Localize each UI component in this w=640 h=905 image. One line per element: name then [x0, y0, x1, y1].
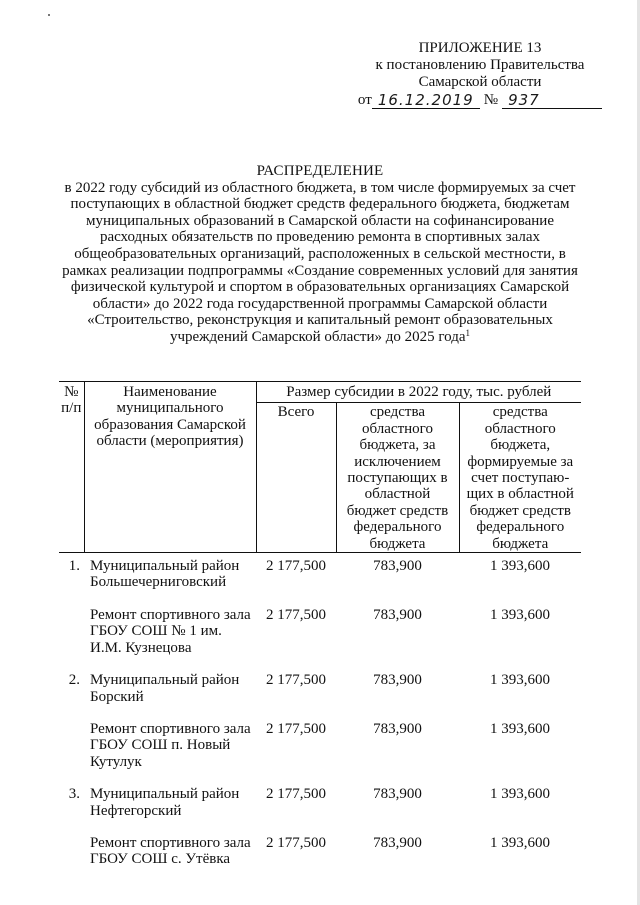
row-federal: 1 393,600	[490, 672, 551, 689]
appendix-decree-ref: к постановлению Правительства	[375, 57, 585, 73]
row-number	[59, 705, 84, 770]
row-federal: 1 393,600	[490, 720, 551, 737]
row-name: Муниципальный район Борский	[90, 672, 240, 705]
row-federal: 1 393,600	[490, 558, 551, 575]
row-total: 2 177,500	[266, 558, 326, 575]
row-name: Муниципальный район Большечерниговский	[90, 558, 240, 591]
row-regional: 783,900	[373, 834, 422, 851]
row-regional: 783,900	[373, 786, 422, 803]
appendix-region: Самарской области	[418, 74, 542, 90]
row-number: 2.	[68, 672, 80, 689]
row-name: Ремонт спортивного зала ГБОУ СОШ № 1 им. И.М. Кузнецова	[90, 606, 251, 656]
row-number	[59, 819, 84, 868]
row-total: 2 177,500	[266, 606, 326, 623]
row-total: 2 177,500	[266, 786, 326, 803]
row-federal: 1 393,600	[490, 786, 551, 803]
title-footnote-mark: 1	[465, 327, 471, 338]
header-regional: средства областного бюджета, за исключением поступающих в областной бюджет средств федерального бюджета	[336, 403, 459, 553]
header-name: Наименование муниципального образования Самарской области (мероприятия)	[84, 382, 256, 553]
row-regional: 783,900	[373, 558, 422, 575]
row-number: 1.	[68, 558, 80, 575]
row-regional: 783,900	[373, 606, 422, 623]
number-prefix: №	[483, 92, 499, 108]
header-total: Всего	[256, 403, 336, 553]
row-number: 3.	[68, 786, 80, 803]
table-row	[59, 591, 581, 656]
row-federal: 1 393,600	[490, 606, 551, 623]
header-subsidy-group: Размер субсидии в 2022 году, тыс. рублей	[256, 382, 581, 403]
row-total: 2 177,500	[266, 834, 326, 851]
appendix-block	[356, 40, 604, 109]
subsidy-table	[59, 381, 581, 868]
row-federal: 1 393,600	[490, 834, 551, 851]
row-name: Ремонт спортивного зала ГБОУ СОШ п. Новый Кутулук	[90, 720, 251, 770]
row-number	[59, 591, 84, 656]
table-row	[59, 553, 581, 591]
row-regional: 783,900	[373, 720, 422, 737]
title-heading: РАСПРЕДЕЛЕНИЕ	[256, 163, 384, 179]
header-federal: средства областного бюджета, формируемые за счет поступаю-щих в областной бюджет средств федерального бюджета	[459, 403, 581, 553]
date-prefix: от	[357, 92, 372, 108]
decree-date: 16.12.2019	[372, 92, 480, 109]
table-row	[59, 819, 581, 868]
row-regional: 783,900	[373, 672, 422, 689]
row-total: 2 177,500	[266, 720, 326, 737]
appendix-title: ПРИЛОЖЕНИЕ 13	[418, 40, 542, 56]
table-row	[59, 705, 581, 770]
table-row	[59, 770, 581, 819]
scan-speck	[48, 14, 50, 16]
row-total: 2 177,500	[266, 672, 326, 689]
row-name: Ремонт спортивного зала ГБОУ СОШ с. Утёвка	[90, 834, 251, 868]
title-body: в 2022 году субсидий из областного бюджета, в том числе формируемых за счет поступающих в областной бюджет средств федерального бюджета, бюджетам муниципальных образований в Самарской области на софинансирование расходных обязательств по проведению ремонта в спортивных залах общеобразовательных организаций, расположенных в сельской местности, в рамках реализации подпрограммы «Создание современных условий для занятия физической культурой и спортом в образовательных организациях Самарской области» до 2022 года государственной программы Самарской области «Строительство, реконструкция и капитальный ремонт образовательных учреждений Самарской области» до 2025 года	[62, 179, 578, 345]
row-name: Муниципальный район Нефтегорский	[90, 786, 240, 819]
document-title	[60, 163, 580, 346]
decree-date-number	[356, 92, 604, 109]
table-row	[59, 656, 581, 705]
header-number: № п/п	[59, 382, 84, 553]
decree-number: 937	[502, 92, 602, 109]
